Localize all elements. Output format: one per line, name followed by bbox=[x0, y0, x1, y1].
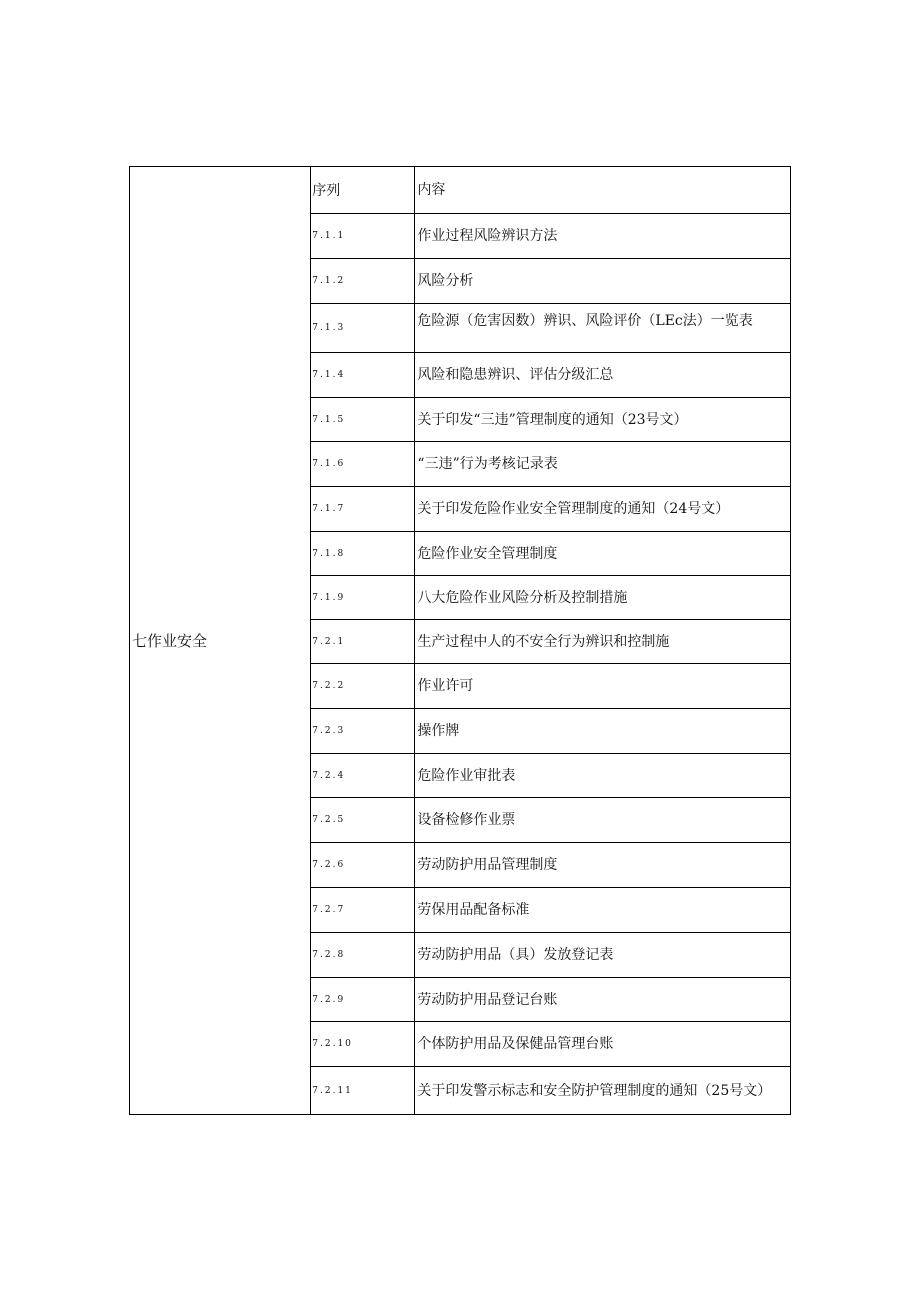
content-cell: 风险分析 bbox=[415, 259, 791, 304]
content-cell: “三违”行为考核记录表 bbox=[415, 442, 791, 487]
content-cell: 操作牌 bbox=[415, 709, 791, 754]
content-cell: 生产过程中人的不安全行为辨识和控制施 bbox=[415, 620, 791, 664]
seq-cell: 7.1.2 bbox=[311, 259, 415, 304]
table-header-row bbox=[130, 167, 791, 214]
seq-cell: 7.2.4 bbox=[311, 754, 415, 798]
content-cell: 劳动防护用品管理制度 bbox=[415, 843, 791, 888]
content-cell: 危险作业安全管理制度 bbox=[415, 532, 791, 576]
seq-cell: 7.1.5 bbox=[311, 398, 415, 442]
content-cell: 个体防护用品及保健品管理台账 bbox=[415, 1022, 791, 1067]
content-cell: 关于印发“三违”管理制度的通知（23号文） bbox=[415, 398, 791, 442]
seq-cell: 7.2.8 bbox=[311, 933, 415, 978]
content-cell: 风险和隐患辨识、评估分级汇总 bbox=[415, 353, 791, 398]
seq-cell: 7.1.6 bbox=[311, 442, 415, 487]
seq-cell: 7.2.1 bbox=[311, 620, 415, 664]
seq-cell: 7.1.4 bbox=[311, 353, 415, 398]
seq-cell: 7.2.10 bbox=[311, 1022, 415, 1067]
content-cell: 劳保用品配备标准 bbox=[415, 888, 791, 933]
content-cell: 作业过程风险辨识方法 bbox=[415, 214, 791, 259]
content-cell: 作业许可 bbox=[415, 664, 791, 709]
seq-cell: 7.1.7 bbox=[311, 487, 415, 532]
seq-header: 序列 bbox=[311, 167, 415, 214]
content-cell: 关于印发危险作业安全管理制度的通知（24号文） bbox=[415, 487, 791, 532]
section-label-cell bbox=[130, 167, 311, 1115]
seq-cell: 7.2.3 bbox=[311, 709, 415, 754]
content-cell: 危险源（危害因数）辨识、风险评价（LEc法）一览表 bbox=[415, 304, 791, 353]
seq-cell: 7.2.11 bbox=[311, 1067, 415, 1115]
seq-cell: 7.1.3 bbox=[311, 304, 415, 353]
content-cell: 八大危险作业风险分析及控制措施 bbox=[415, 576, 791, 620]
content-cell: 设备检修作业票 bbox=[415, 798, 791, 843]
seq-cell: 7.1.9 bbox=[311, 576, 415, 620]
seq-cell: 7.2.6 bbox=[311, 843, 415, 888]
document-table bbox=[129, 166, 791, 1115]
seq-cell: 7.1.1 bbox=[311, 214, 415, 259]
content-header: 内容 bbox=[415, 167, 791, 214]
section-label: 七作业安全 bbox=[132, 632, 208, 650]
seq-cell: 7.2.9 bbox=[311, 978, 415, 1022]
content-cell: 关于印发警示标志和安全防护管理制度的通知（25号文） bbox=[415, 1067, 791, 1115]
seq-cell: 7.1.8 bbox=[311, 532, 415, 576]
seq-cell: 7.2.2 bbox=[311, 664, 415, 709]
content-cell: 劳动防护用品登记台账 bbox=[415, 978, 791, 1022]
seq-cell: 7.2.7 bbox=[311, 888, 415, 933]
content-cell: 危险作业审批表 bbox=[415, 754, 791, 798]
seq-cell: 7.2.5 bbox=[311, 798, 415, 843]
content-cell: 劳动防护用品（具）发放登记表 bbox=[415, 933, 791, 978]
